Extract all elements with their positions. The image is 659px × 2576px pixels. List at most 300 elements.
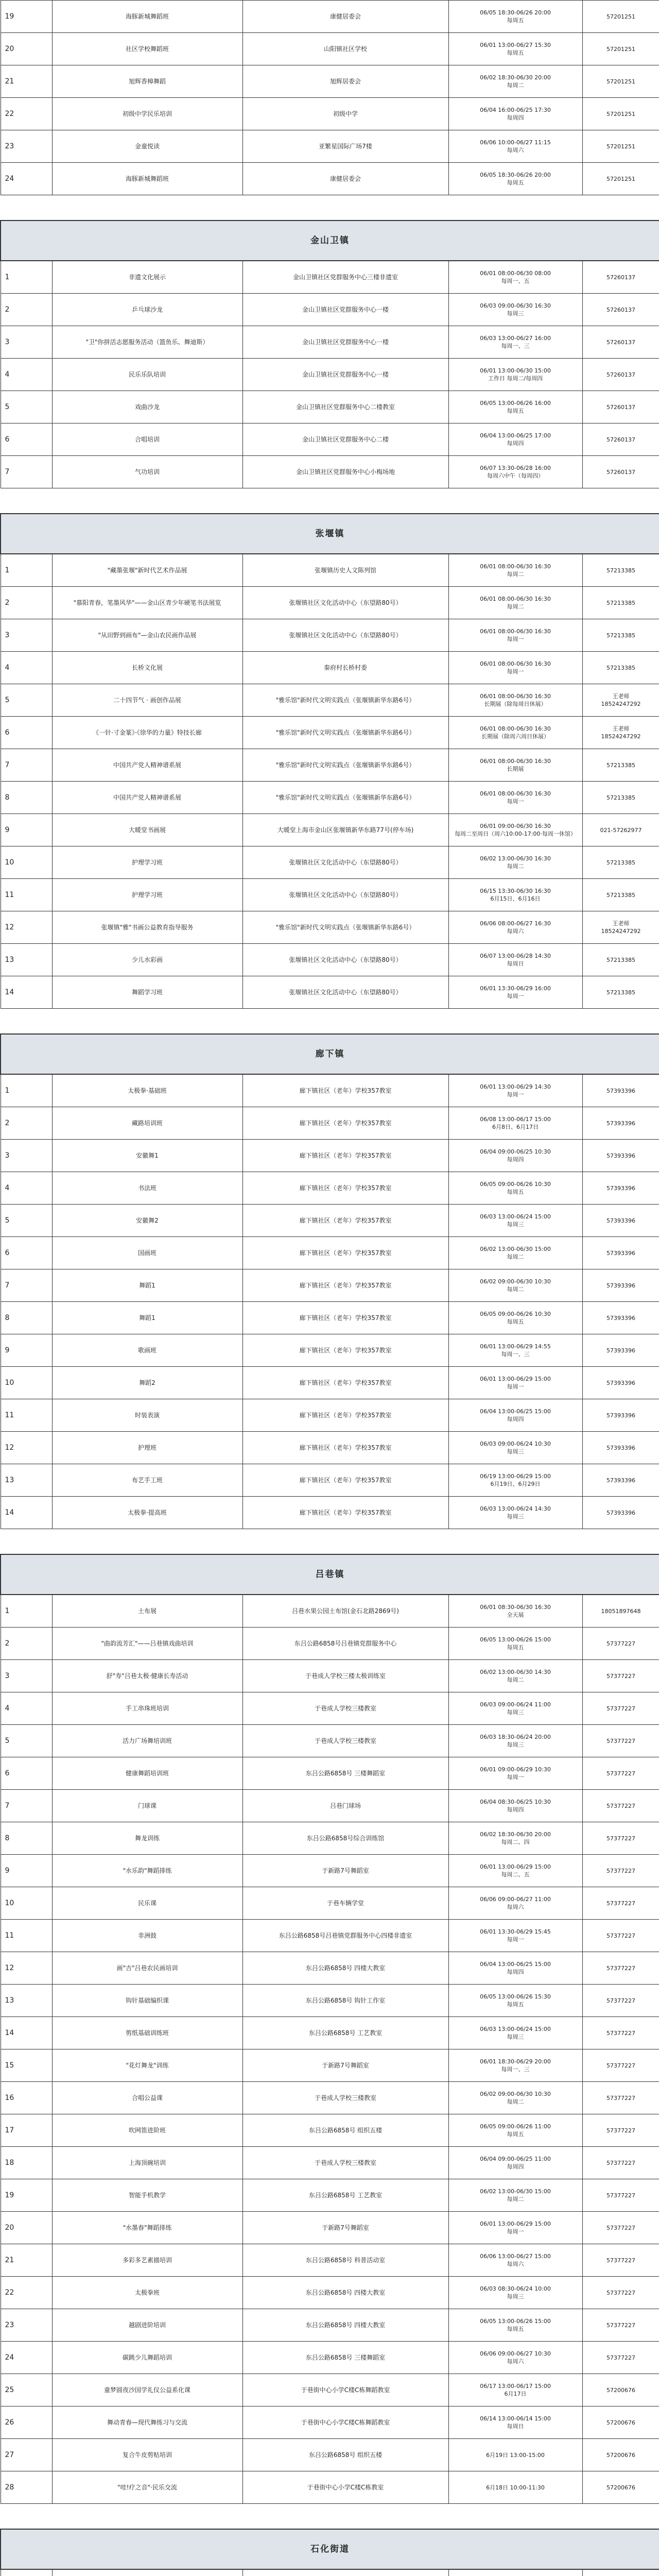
row-number: 2 [1, 294, 52, 326]
activity-name: 二十四节气 · 画创作品展 [52, 684, 242, 717]
row-number: 10 [1, 846, 52, 879]
activity-time: 06/08 13:00-06/17 15:00 6月8日、6月17日 [448, 1107, 582, 1140]
activity-venue: 廊下镇社区（老年）学校357教室 [242, 1367, 448, 1399]
contact-phone: 57377227 [582, 2017, 659, 2049]
activity-venue: 初级中学 [242, 98, 448, 130]
activity-venue: 东吕公路6858号 三楼舞蹈室 [242, 1757, 448, 1790]
row-number: 3 [1, 1660, 52, 1692]
contact-phone: 57393396 [582, 1464, 659, 1497]
activity-venue: 金山卫镇社区党群服务中心二楼 [242, 423, 448, 456]
row-number: 10 [1, 1887, 52, 1920]
activity-name: 《一针·寸金篆》·《徐华的力量》特技长廊 [52, 717, 242, 749]
activity-name: "哇!疗之音"·民乐交流 [52, 2471, 242, 2504]
activity-time: 06/01 13:00-06/29 15:00 每周二、五 [448, 1855, 582, 1887]
row-number: 18 [1, 2147, 52, 2179]
activity-time: 06/02 13:00-06/30 14:30 每周二 [448, 1660, 582, 1692]
activity-name: 土布展 [52, 1595, 242, 1628]
contact-phone: 18051897648 [582, 1595, 659, 1628]
activity-time: 06/02 13:00-06/30 15:00 每周二 [448, 2179, 582, 2212]
activity-time: 06/17 13:00-06/17 15:00 6月17日 [448, 2374, 582, 2406]
row-number: 6 [1, 1757, 52, 1790]
row-number: 24 [1, 2342, 52, 2374]
table-row [1, 1855, 659, 1887]
activity-venue: 东吕公路6858号吕巷镇党群服务中心 [242, 1628, 448, 1660]
activity-venue: 东吕公路6858号 组织五楼 [242, 2439, 448, 2471]
section-header-row [1, 514, 659, 554]
table-row [1, 652, 659, 684]
row-number: 12 [1, 1952, 52, 1985]
activity-name: 初级中学民乐培训 [52, 98, 242, 130]
contact-phone [582, 2569, 659, 2576]
table-row [1, 1887, 659, 1920]
row-number: 19 [1, 1, 52, 33]
section-gap [1, 195, 659, 221]
row-number: 9 [1, 1334, 52, 1367]
activity-name: 旭辉香樟舞蹈 [52, 65, 242, 98]
activity-venue: 金山卫镇社区党群服务中心小梅场地 [242, 456, 448, 488]
activity-name: 护理班 [52, 1432, 242, 1464]
row-number: 8 [1, 1822, 52, 1855]
row-number: 5 [1, 684, 52, 717]
row-number: 7 [1, 456, 52, 488]
activity-venue: 于巷成人学校三楼教室 [242, 1692, 448, 1725]
activity-time: 6月19日 13:00-15:00 [448, 2439, 582, 2471]
activity-name: 安徽舞2 [52, 1205, 242, 1237]
row-number: 14 [1, 2017, 52, 2049]
contact-phone: 57260137 [582, 456, 659, 488]
table-row [1, 814, 659, 846]
contact-phone: 57260137 [582, 294, 659, 326]
activity-name: 海豚新城舞蹈班 [52, 163, 242, 195]
activity-time: 06/01 13:00-06/27 15:30 每周五 [448, 33, 582, 65]
row-number: 27 [1, 2439, 52, 2471]
row-number: 26 [1, 2406, 52, 2439]
activity-venue: 张堰镇社区文化活动中心（东望路80号） [242, 976, 448, 1009]
contact-phone: 57377227 [582, 2309, 659, 2342]
row-number: 6 [1, 717, 52, 749]
row-number: 1 [1, 261, 52, 294]
row-number: 11 [1, 1920, 52, 1952]
table-row [1, 2406, 659, 2439]
row-number: 4 [1, 359, 52, 391]
row-number: 22 [1, 98, 52, 130]
activity-venue: 廊下镇社区（老年）学校357教室 [242, 1399, 448, 1432]
activity-time: 06/01 13:30-06/29 16:00 每周一 [448, 976, 582, 1009]
activity-time: 06/01 08:00-06/30 16:30 每周一 [448, 782, 582, 814]
row-number: 5 [1, 391, 52, 423]
activity-time: 06/15 13:30-06/30 16:30 6月15日、6月16日 [448, 879, 582, 911]
contact-phone: 021-57262977 [582, 814, 659, 846]
activity-time: 06/01 08:30-06/30 16:30 全天展 [448, 1595, 582, 1628]
activity-venue: 秦府村长桥村委 [242, 652, 448, 684]
activity-name: 国画班 [52, 1237, 242, 1269]
section-title: 张堰镇 [1, 514, 659, 554]
activity-name: 时装表演 [52, 1399, 242, 1432]
contact-phone: 57377227 [582, 1692, 659, 1725]
table-row [1, 2471, 659, 2504]
activity-name: "从田野到画布"—金山农民画作品展 [52, 619, 242, 652]
table-row [1, 391, 659, 423]
activity-venue: 金山卫镇社区党群服务中心二楼教室 [242, 391, 448, 423]
table-row [1, 1985, 659, 2017]
activity-venue: 于巷街中心小学C楼C栋教室 [242, 2471, 448, 2504]
contact-phone: 57260137 [582, 261, 659, 294]
activity-time: 06/07 13:00-06/28 14:30 每周日 [448, 944, 582, 976]
contact-phone: 57213385 [582, 782, 659, 814]
activity-name: 民乐课 [52, 1887, 242, 1920]
row-number: 17 [1, 2114, 52, 2147]
activity-name: 乒乓球沙龙 [52, 294, 242, 326]
row-number: 8 [1, 1302, 52, 1334]
activity-name: "水乐韵"舞蹈排练 [52, 1855, 242, 1887]
row-number: 7 [1, 749, 52, 782]
section-gap [1, 488, 659, 514]
activity-name: 舞蹈学习班 [52, 976, 242, 1009]
activity-time: 06/01 13:00-06/29 14:55 每周一、三 [448, 1334, 582, 1367]
activity-venue: 东吕公路6858号综合训练馆 [242, 1822, 448, 1855]
table-row [1, 717, 659, 749]
contact-phone: 57393396 [582, 1172, 659, 1205]
activity-name: 气功培训 [52, 456, 242, 488]
table-row [1, 1757, 659, 1790]
activity-name: 合唱培训 [52, 423, 242, 456]
section-gap-cell [1, 195, 659, 221]
activity-time: 06/04 09:00-06/25 11:00 每周四 [448, 2147, 582, 2179]
activity-time: 06/05 18:30-06/26 20:00 每周五 [448, 1, 582, 33]
section-header-row [1, 221, 659, 261]
contact-phone: 57377227 [582, 1985, 659, 2017]
contact-phone: 57393396 [582, 1367, 659, 1399]
activity-name: 舒"寿"吕巷太极·健康长寿活动 [52, 1660, 242, 1692]
activity-name: 多彩多艺素描培训 [52, 2244, 242, 2277]
contact-phone: 57213385 [582, 976, 659, 1009]
activity-name: 张堰镇"雅"书画公益教育指导服务 [52, 911, 242, 944]
activity-venue: 廊下镇社区（老年）学校357教室 [242, 1302, 448, 1334]
activity-time: 06/02 13:00-06/30 16:30 每周二 [448, 846, 582, 879]
table-row [1, 294, 659, 326]
row-number: 1 [1, 1074, 52, 1107]
row-number [1, 2569, 52, 2576]
table-row [1, 1074, 659, 1107]
activity-name: 童梦圆夜沙国学礼仪公益系化课 [52, 2374, 242, 2406]
activity-time: 06/04 13:00-06/25 17:00 每周四 [448, 423, 582, 456]
contact-phone: 57260137 [582, 359, 659, 391]
activity-venue: 康健居委会 [242, 163, 448, 195]
activity-time: 06/03 09:00-06/30 16:30 每周三 [448, 294, 582, 326]
contact-phone: 57200676 [582, 2406, 659, 2439]
contact-phone: 57377227 [582, 1822, 659, 1855]
activity-name: 书法班 [52, 1172, 242, 1205]
activity-time: 06/01 13:00-06/29 14:30 每周一 [448, 1074, 582, 1107]
activity-venue: 金山卫镇社区党群服务中心一楼 [242, 326, 448, 359]
table-row [1, 1660, 659, 1692]
activity-time: 06/03 13:00-06/24 14:30 每周三 [448, 1497, 582, 1529]
activity-venue: 东吕公路6858号吕巷镇党群服务中心四楼非遗室 [242, 1920, 448, 1952]
activity-time: 06/03 13:00-06/24 15:00 每周三 [448, 2017, 582, 2049]
table-row [1, 684, 659, 717]
row-number: 6 [1, 1237, 52, 1269]
table-row [1, 1399, 659, 1432]
activity-time: 06/02 18:30-06/30 20:00 每周二 [448, 65, 582, 98]
row-number: 28 [1, 2471, 52, 2504]
row-number: 22 [1, 2277, 52, 2309]
activity-venue: 于巷成人学校三楼教室 [242, 1725, 448, 1757]
activity-venue: 东吕公路6858号 四楼大教室 [242, 2309, 448, 2342]
section-title: 廊下镇 [1, 1034, 659, 1074]
activity-venue: 廊下镇社区（老年）学校357教室 [242, 1237, 448, 1269]
contact-phone: 57213385 [582, 944, 659, 976]
contact-phone: 57393396 [582, 1399, 659, 1432]
contact-phone: 57393396 [582, 1107, 659, 1140]
contact-phone: 57393396 [582, 1140, 659, 1172]
activity-venue: 东吕公路6858号 四楼大教室 [242, 1952, 448, 1985]
activity-time: 06/01 08:00-06/30 16:30 每周一 [448, 619, 582, 652]
contact-phone: 57201251 [582, 130, 659, 163]
contact-phone: 57213385 [582, 587, 659, 619]
contact-phone: 57213385 [582, 879, 659, 911]
activity-venue: 于新路7号舞蹈室 [242, 1855, 448, 1887]
row-number: 24 [1, 163, 52, 195]
activity-venue: "雅乐馆"新时代文明实践点（张堰镇新华东路6号） [242, 717, 448, 749]
table-row [1, 1497, 659, 1529]
activity-time: 6月18日 10:00-11:30 [448, 2471, 582, 2504]
row-number: 16 [1, 2082, 52, 2114]
activity-venue: 廊下镇社区（老年）学校357教室 [242, 1464, 448, 1497]
table-row [1, 1920, 659, 1952]
contact-phone: 57377227 [582, 1790, 659, 1822]
table-row [1, 1464, 659, 1497]
activity-time: 06/01 13:00-06/29 15:00 每周一 [448, 2212, 582, 2244]
table-row [1, 2569, 659, 2576]
activity-time: 06/01 08:00-06/30 16:30 长期展（除每周日休展） [448, 684, 582, 717]
row-number: 21 [1, 65, 52, 98]
activity-time: 06/02 09:00-06/30 10:30 每周二 [448, 1269, 582, 1302]
contact-phone: 57200676 [582, 2471, 659, 2504]
activity-time [448, 2569, 582, 2576]
row-number: 11 [1, 1399, 52, 1432]
activity-name: "曲韵流芳汇"——吕巷镇戏曲培训 [52, 1628, 242, 1660]
contact-phone: 57260137 [582, 391, 659, 423]
contact-phone: 57377227 [582, 1952, 659, 1985]
contact-phone: 57377227 [582, 2277, 659, 2309]
contact-phone: 57201251 [582, 65, 659, 98]
activity-name: 藏路培训班 [52, 1107, 242, 1140]
activity-time: 06/01 18:30-06/29 20:00 每周一、三 [448, 2049, 582, 2082]
contact-phone: 57377227 [582, 1628, 659, 1660]
table-row [1, 2244, 659, 2277]
activity-time: 06/05 13:00-06/26 15:00 每周五 [448, 1628, 582, 1660]
activity-name: 护理学习班 [52, 879, 242, 911]
table-row [1, 1302, 659, 1334]
activity-name: 舞蹈2 [52, 1367, 242, 1399]
table-row [1, 782, 659, 814]
activity-name: "卫"你拼活志愿服务活动（篮鱼乐、舞迪斯） [52, 326, 242, 359]
contact-phone: 57393396 [582, 1497, 659, 1529]
activity-name: 碳跳少儿舞蹈培训 [52, 2342, 242, 2374]
activity-venue: 康健居委会 [242, 1, 448, 33]
activity-name: 布艺手工班 [52, 1464, 242, 1497]
activity-venue: "雅乐馆"新时代文明实践点（张堰镇新华东路6号） [242, 911, 448, 944]
activity-venue: 廊下镇社区（老年）学校357教室 [242, 1497, 448, 1529]
contact-phone: 57393396 [582, 1237, 659, 1269]
section-header-row [1, 2529, 659, 2569]
activity-venue: 于新路7号舞蹈室 [242, 2212, 448, 2244]
activity-name: 舞蹈1 [52, 1302, 242, 1334]
row-number: 7 [1, 1790, 52, 1822]
section-title: 吕巷镇 [1, 1554, 659, 1595]
activity-venue: 金山卫镇社区党群服务中心三楼非遗室 [242, 261, 448, 294]
activity-venue: 东吕公路6858号 工艺教室 [242, 2179, 448, 2212]
row-number: 2 [1, 1107, 52, 1140]
activity-time: 06/01 09:00-06/30 16:30 每周二至周日（周六10:00-17:00·每周一休馆） [448, 814, 582, 846]
table-row [1, 98, 659, 130]
activity-time: 06/14 13:00-06/14 15:00 每周日 [448, 2406, 582, 2439]
activity-name: "水墨春"舞蹈排练 [52, 2212, 242, 2244]
activity-time: 06/05 09:00-06/26 10:30 每周五 [448, 1302, 582, 1334]
activity-name: 舞动青春—现代舞练习与交流 [52, 2406, 242, 2439]
table-row [1, 65, 659, 98]
section-gap-cell [1, 2504, 659, 2530]
table-row [1, 1, 659, 33]
row-number: 23 [1, 2309, 52, 2342]
section-gap [1, 1009, 659, 1035]
activity-name: 画"吉"吕巷农民画培训 [52, 1952, 242, 1985]
activity-time: 06/05 13:00-06/26 15:30 每周五 [448, 1985, 582, 2017]
activity-time: 06/06 08:00-06/27 16:30 每周六 [448, 911, 582, 944]
activity-venue: 山阳镇社区学校 [242, 33, 448, 65]
activity-time: 06/04 16:00-06/25 17:30 每周四 [448, 98, 582, 130]
activity-venue: 东吕公路6858号 工艺教室 [242, 2017, 448, 2049]
contact-phone: 57393396 [582, 1269, 659, 1302]
row-number: 2 [1, 587, 52, 619]
contact-phone: 57377227 [582, 1920, 659, 1952]
activity-name: 中国共产党人精神谱系展 [52, 749, 242, 782]
table-row [1, 1237, 659, 1269]
activity-time: 06/03 09:00-06/24 11:00 每周三 [448, 1692, 582, 1725]
row-number: 12 [1, 1432, 52, 1464]
activity-venue: "雅乐馆"新时代文明实践点（张堰镇新华东路6号） [242, 684, 448, 717]
activity-name: 非遗文化展示 [52, 261, 242, 294]
row-number: 11 [1, 879, 52, 911]
row-number: 3 [1, 1140, 52, 1172]
section-gap-cell [1, 1009, 659, 1035]
table-row [1, 554, 659, 587]
activity-name: 非洲鼓 [52, 1920, 242, 1952]
activity-name: 社区学校舞蹈班 [52, 33, 242, 65]
contact-phone: 57201251 [582, 163, 659, 195]
activity-venue: 张堰镇历史人文陈列馆 [242, 554, 448, 587]
activity-venue: 张堰镇社区文化活动中心（东望路80号） [242, 619, 448, 652]
table-row [1, 2309, 659, 2342]
row-number: 4 [1, 652, 52, 684]
activity-name: 舞龙训练 [52, 1822, 242, 1855]
activity-venue: 张堰镇社区文化活动中心（东望路80号） [242, 846, 448, 879]
contact-phone: 王老师 18524247292 [582, 684, 659, 717]
contact-phone: 57213385 [582, 749, 659, 782]
activity-name: 复合牛皮剪贴培训 [52, 2439, 242, 2471]
activity-name: 合唱公益课 [52, 2082, 242, 2114]
contact-phone: 57377227 [582, 2179, 659, 2212]
activity-name: 戏曲沙龙 [52, 391, 242, 423]
row-number: 9 [1, 814, 52, 846]
contact-phone: 57377227 [582, 1660, 659, 1692]
row-number: 5 [1, 1205, 52, 1237]
contact-phone: 57377227 [582, 2147, 659, 2179]
activity-time: 06/03 08:30-06/24 10:00 每周三 [448, 2277, 582, 2309]
activity-time: 06/06 10:00-06/27 11:15 每周六 [448, 130, 582, 163]
activity-venue: 廊下镇社区（老年）学校357教室 [242, 1269, 448, 1302]
table-row [1, 1107, 659, 1140]
schedule-table-body [1, 1, 659, 2576]
table-row [1, 33, 659, 65]
contact-phone: 57393396 [582, 1302, 659, 1334]
activity-name: 太极拳班 [52, 2277, 242, 2309]
activity-time: 06/04 08:30-06/25 10:30 每周四 [448, 1790, 582, 1822]
table-row [1, 2374, 659, 2406]
activity-venue: 廊下镇社区（老年）学校357教室 [242, 1334, 448, 1367]
contact-phone: 57377227 [582, 1725, 659, 1757]
contact-phone: 57201251 [582, 98, 659, 130]
table-row [1, 2212, 659, 2244]
activity-time: 06/01 08:00-06/30 16:30 每周二 [448, 587, 582, 619]
table-row [1, 1628, 659, 1660]
section-gap-cell [1, 488, 659, 514]
contact-phone: 57377227 [582, 1757, 659, 1790]
row-number: 9 [1, 1855, 52, 1887]
row-number: 23 [1, 130, 52, 163]
activity-time: 06/03 18:30-06/24 20:00 每周三 [448, 1725, 582, 1757]
activity-time: 06/02 09:00-06/30 10:30 每周二 [448, 2082, 582, 2114]
table-row [1, 749, 659, 782]
activity-venue: 张堰镇社区文化活动中心（东望路80号） [242, 587, 448, 619]
activity-time: 06/06 13:00-06/27 15:00 每周六 [448, 2244, 582, 2277]
activity-name: 智能手机教学 [52, 2179, 242, 2212]
activity-time: 06/04 13:00-06/25 15:00 每周四 [448, 1399, 582, 1432]
row-number: 3 [1, 619, 52, 652]
table-row [1, 1172, 659, 1205]
table-row [1, 1269, 659, 1302]
section-gap-cell [1, 1529, 659, 1555]
activity-venue: 东吕公路6858号 科普活动室 [242, 2244, 448, 2277]
contact-phone: 57377227 [582, 2342, 659, 2374]
table-row [1, 1367, 659, 1399]
activity-venue: 于巷成人学校三楼教室 [242, 2082, 448, 2114]
contact-phone: 57201251 [582, 1, 659, 33]
activity-venue [242, 2569, 448, 2576]
activity-name: 剪纸基础训练班 [52, 2017, 242, 2049]
activity-time: 06/01 13:30-06/29 15:45 每周一 [448, 1920, 582, 1952]
table-row [1, 846, 659, 879]
activity-name: 太极拳·提高班 [52, 1497, 242, 1529]
row-number: 20 [1, 2212, 52, 2244]
activity-name: "藏墨张堰"新时代艺术作品展 [52, 554, 242, 587]
activity-name: 上海顶碗培训 [52, 2147, 242, 2179]
activity-name: 长桥文化展 [52, 652, 242, 684]
activity-time: 06/02 13:00-06/30 15:00 每周二 [448, 1237, 582, 1269]
activity-venue: "雅乐馆"新时代文明实践点（张堰镇新华东路6号） [242, 782, 448, 814]
activity-name: 大暖堂书画展 [52, 814, 242, 846]
row-number: 4 [1, 1172, 52, 1205]
activity-venue: 于巷成人学校三楼太极训练室 [242, 1660, 448, 1692]
row-number: 3 [1, 326, 52, 359]
row-number: 6 [1, 423, 52, 456]
activity-name: 安徽舞1 [52, 1140, 242, 1172]
table-row [1, 456, 659, 488]
table-row [1, 911, 659, 944]
activity-time: 06/03 13:00-06/24 15:00 每周三 [448, 1205, 582, 1237]
contact-phone: 57201251 [582, 33, 659, 65]
contact-phone: 57377227 [582, 2049, 659, 2082]
